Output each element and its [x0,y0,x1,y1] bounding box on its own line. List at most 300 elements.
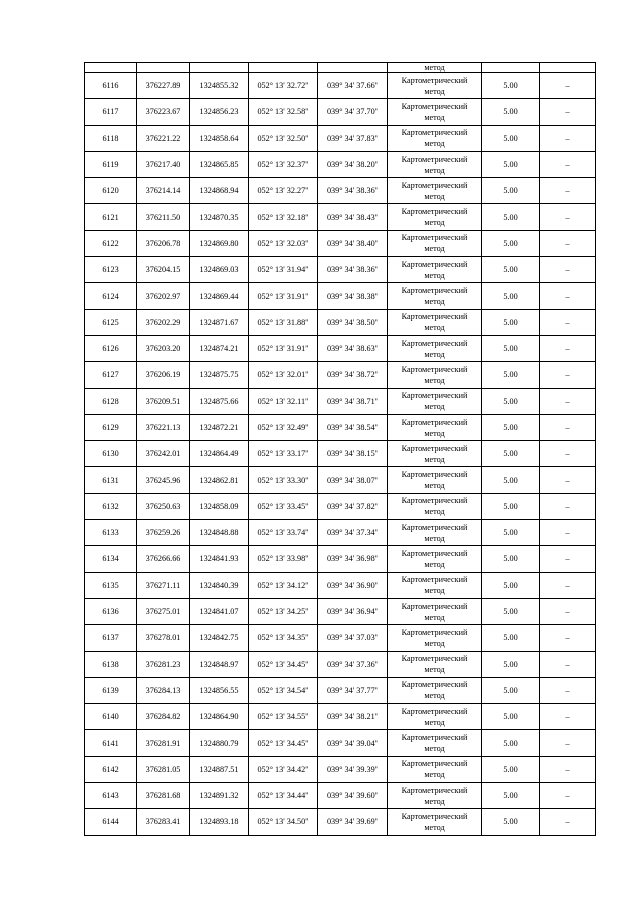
method [388,783,482,809]
table-row [85,230,596,256]
longitude: 039° 34' 37.36" [318,651,388,677]
latitude: 052° 13' 33.30" [249,467,318,493]
method-line-2: метод [424,796,445,806]
longitude: 039° 34' 38.50" [318,309,388,335]
latitude: 052° 13' 34.45" [249,651,318,677]
note: – [540,257,596,283]
latitude: 052° 13' 32.49" [249,414,318,440]
method-line-2: метод [424,507,445,517]
method-line-1: Картометрический [401,180,468,190]
latitude: 052° 13' 32.11" [249,388,318,414]
longitude: 039° 34' 37.70" [318,99,388,125]
method-line-2: метод [424,139,445,149]
longitude: 039° 34' 37.83" [318,125,388,151]
method-line-2: метод [424,244,445,254]
latitude: 052° 13' 34.35" [249,625,318,651]
longitude: 039° 34' 38.36" [318,178,388,204]
x-coordinate: 376206.19 [137,362,190,388]
y-coordinate: 1324875.75 [190,362,249,388]
latitude: 052° 13' 32.27" [249,178,318,204]
note: – [540,73,596,99]
longitude: 039° 34' 38.36" [318,257,388,283]
note: – [540,125,596,151]
longitude: 039° 34' 36.94" [318,598,388,624]
method-line-1: Картометрический [401,391,468,401]
y-coordinate: 1324864.90 [190,704,249,730]
method-line-1: Картометрический [401,101,468,111]
method [388,204,482,230]
method [388,309,482,335]
method-line-1: Картометрический [401,496,468,506]
method [388,230,482,256]
note: – [540,677,596,703]
y-coordinate: 1324865.85 [190,151,249,177]
point-number: 6126 [85,335,137,361]
y-coordinate: 1324868.94 [190,178,249,204]
note: – [540,520,596,546]
method-line-1: Картометрический [401,312,468,322]
accuracy: 5.00 [482,178,540,204]
longitude: 039° 34' 37.34" [318,520,388,546]
accuracy: 5.00 [482,335,540,361]
cell-y [190,63,249,73]
cell-latitude [249,63,318,73]
accuracy: 5.00 [482,730,540,756]
table-row [85,730,596,756]
y-coordinate: 1324842.75 [190,625,249,651]
longitude: 039° 34' 38.71" [318,388,388,414]
accuracy: 5.00 [482,257,540,283]
method-line-2: метод [424,191,445,201]
accuracy: 5.00 [482,99,540,125]
method-line-1: Картометрический [401,338,468,348]
y-coordinate: 1324869.03 [190,257,249,283]
method-line-1: Картометрический [401,785,468,795]
longitude: 039° 34' 38.38" [318,283,388,309]
y-coordinate: 1324872.21 [190,414,249,440]
method [388,756,482,782]
accuracy: 5.00 [482,204,540,230]
x-coordinate: 376206.78 [137,230,190,256]
x-coordinate: 376203.20 [137,335,190,361]
y-coordinate: 1324871.67 [190,309,249,335]
y-coordinate: 1324841.93 [190,546,249,572]
method [388,546,482,572]
method-line-1: Картометрический [401,627,468,637]
note: – [540,335,596,361]
latitude: 052° 13' 32.37" [249,151,318,177]
note: – [540,309,596,335]
note: – [540,651,596,677]
note: – [540,756,596,782]
method-line-1: Картометрический [401,706,468,716]
table-row [85,99,596,125]
point-number: 6120 [85,178,137,204]
latitude: 052° 13' 31.91" [249,283,318,309]
point-number: 6131 [85,467,137,493]
accuracy: 5.00 [482,677,540,703]
x-coordinate: 376223.67 [137,99,190,125]
method [388,467,482,493]
table-row [85,783,596,809]
method [388,257,482,283]
table-row [85,283,596,309]
method-line-2: метод [424,218,445,228]
longitude: 039° 34' 39.69" [318,809,388,835]
note: – [540,625,596,651]
point-number: 6139 [85,677,137,703]
table-row [85,809,596,835]
accuracy: 5.00 [482,598,540,624]
continuation-row [85,63,596,73]
longitude: 039° 34' 38.15" [318,441,388,467]
accuracy: 5.00 [482,783,540,809]
latitude: 052° 13' 34.12" [249,572,318,598]
latitude: 052° 13' 31.88" [249,309,318,335]
longitude: 039° 34' 37.66" [318,73,388,99]
point-number: 6141 [85,730,137,756]
method-line-2: метод [424,86,445,96]
x-coordinate: 376245.96 [137,467,190,493]
accuracy: 5.00 [482,625,540,651]
method [388,151,482,177]
accuracy: 5.00 [482,651,540,677]
longitude: 039° 34' 38.21" [318,704,388,730]
y-coordinate: 1324870.35 [190,204,249,230]
latitude: 052° 13' 32.18" [249,204,318,230]
note: – [540,493,596,519]
table-row [85,493,596,519]
accuracy: 5.00 [482,704,540,730]
method [388,178,482,204]
table-row [85,362,596,388]
longitude: 039° 34' 37.03" [318,625,388,651]
table-row [85,520,596,546]
accuracy: 5.00 [482,309,540,335]
y-coordinate: 1324858.64 [190,125,249,151]
x-coordinate: 376271.11 [137,572,190,598]
cell-note [540,63,596,73]
latitude: 052° 13' 34.42" [249,756,318,782]
table-row [85,414,596,440]
method-line-1: Картометрический [401,548,468,558]
longitude: 039° 34' 39.04" [318,730,388,756]
longitude: 039° 34' 36.98" [318,546,388,572]
method-line-2: метод [424,638,445,648]
longitude: 039° 34' 39.60" [318,783,388,809]
y-coordinate: 1324841.07 [190,598,249,624]
y-coordinate: 1324856.55 [190,677,249,703]
x-coordinate: 376281.68 [137,783,190,809]
method [388,625,482,651]
latitude: 052° 13' 34.25" [249,598,318,624]
note: – [540,362,596,388]
method [388,73,482,99]
method-line-1: Картометрический [401,601,468,611]
point-number: 6138 [85,651,137,677]
y-coordinate: 1324848.97 [190,651,249,677]
method-line-2: метод [424,454,445,464]
table-row [85,151,596,177]
method-line-2: метод [424,586,445,596]
point-number: 6133 [85,520,137,546]
accuracy: 5.00 [482,756,540,782]
longitude: 039° 34' 38.43" [318,204,388,230]
method-line-1: Картометрический [401,680,468,690]
longitude: 039° 34' 38.54" [318,414,388,440]
method [388,677,482,703]
longitude: 039° 34' 39.39" [318,756,388,782]
point-number: 6119 [85,151,137,177]
method [388,598,482,624]
method [388,99,482,125]
method-line-1: Картометрический [401,207,468,217]
y-coordinate: 1324848.88 [190,520,249,546]
table-row [85,335,596,361]
method-line-1: Картометрический [401,233,468,243]
method-line-1: Картометрический [401,154,468,164]
method-line-1: Картометрический [401,811,468,821]
method-line-2: метод [424,349,445,359]
table-body [85,63,596,836]
table-row [85,204,596,230]
note: – [540,809,596,835]
accuracy: 5.00 [482,283,540,309]
table-row [85,388,596,414]
method-line-2: метод [424,428,445,438]
latitude: 052° 13' 32.03" [249,230,318,256]
x-coordinate: 376259.26 [137,520,190,546]
longitude: 039° 34' 38.07" [318,467,388,493]
method [388,520,482,546]
cell-x [137,63,190,73]
method [388,572,482,598]
method-line-2: метод [424,112,445,122]
accuracy: 5.00 [482,809,540,835]
note: – [540,546,596,572]
accuracy: 5.00 [482,493,540,519]
note: – [540,204,596,230]
method-line-2: метод [424,270,445,280]
note: – [540,730,596,756]
accuracy: 5.00 [482,441,540,467]
accuracy: 5.00 [482,546,540,572]
accuracy: 5.00 [482,572,540,598]
accuracy: 5.00 [482,125,540,151]
note: – [540,283,596,309]
latitude: 052° 13' 31.94" [249,257,318,283]
point-number: 6116 [85,73,137,99]
method-line-1: Картометрический [401,417,468,427]
point-number: 6118 [85,125,137,151]
y-coordinate: 1324864.49 [190,441,249,467]
y-coordinate: 1324869.80 [190,230,249,256]
method-line-1: Картометрический [401,733,468,743]
method [388,362,482,388]
accuracy: 5.00 [482,230,540,256]
method-line-1: Картометрический [401,654,468,664]
x-coordinate: 376250.63 [137,493,190,519]
table-row [85,125,596,151]
table-row [85,73,596,99]
longitude: 039° 34' 38.72" [318,362,388,388]
y-coordinate: 1324858.09 [190,493,249,519]
point-number: 6134 [85,546,137,572]
note: – [540,414,596,440]
method-line-2: метод [424,165,445,175]
method [388,704,482,730]
point-number: 6121 [85,204,137,230]
table-row [85,598,596,624]
point-number: 6142 [85,756,137,782]
table-row [85,625,596,651]
x-coordinate: 376202.29 [137,309,190,335]
point-number: 6125 [85,309,137,335]
method-line-1: Картометрический [401,364,468,374]
method-line-1: Картометрический [401,75,468,85]
method-line-1: Картометрический [401,286,468,296]
x-coordinate: 376284.82 [137,704,190,730]
x-coordinate: 376283.41 [137,809,190,835]
x-coordinate: 376221.13 [137,414,190,440]
x-coordinate: 376275.01 [137,598,190,624]
longitude: 039° 34' 38.40" [318,230,388,256]
latitude: 052° 13' 32.58" [249,99,318,125]
latitude: 052° 13' 34.45" [249,730,318,756]
x-coordinate: 376281.05 [137,756,190,782]
x-coordinate: 376217.40 [137,151,190,177]
x-coordinate: 376266.66 [137,546,190,572]
note: – [540,598,596,624]
table-row [85,309,596,335]
longitude: 039° 34' 37.82" [318,493,388,519]
point-number: 6129 [85,414,137,440]
latitude: 052° 13' 33.17" [249,441,318,467]
note: – [540,388,596,414]
method-line-2: метод [424,481,445,491]
point-number: 6127 [85,362,137,388]
table-row [85,441,596,467]
point-number: 6137 [85,625,137,651]
longitude: 039° 34' 38.63" [318,335,388,361]
accuracy: 5.00 [482,151,540,177]
latitude: 052° 13' 31.91" [249,335,318,361]
latitude: 052° 13' 33.74" [249,520,318,546]
latitude: 052° 13' 32.01" [249,362,318,388]
method [388,651,482,677]
latitude: 052° 13' 33.45" [249,493,318,519]
method-line-2: метод [424,665,445,675]
table-row [85,651,596,677]
point-number: 6135 [85,572,137,598]
table-row [85,467,596,493]
x-coordinate: 376242.01 [137,441,190,467]
y-coordinate: 1324862.81 [190,467,249,493]
point-number: 6144 [85,809,137,835]
point-number: 6122 [85,230,137,256]
method-line-2: метод [424,559,445,569]
note: – [540,441,596,467]
latitude: 052° 13' 34.54" [249,677,318,703]
method [388,730,482,756]
x-coordinate: 376202.97 [137,283,190,309]
table-row [85,257,596,283]
y-coordinate: 1324875.66 [190,388,249,414]
method-line-2: метод [424,297,445,307]
method-line-2: метод [424,402,445,412]
table-row [85,572,596,598]
method-line-1: Картометрический [401,259,468,269]
method-line-2: метод [424,533,445,543]
cell-method: метод [388,63,482,73]
x-coordinate: 376214.14 [137,178,190,204]
x-coordinate: 376211.50 [137,204,190,230]
longitude: 039° 34' 38.20" [318,151,388,177]
method-line-2: метод [424,375,445,385]
accuracy: 5.00 [482,467,540,493]
note: – [540,783,596,809]
note: – [540,99,596,125]
note: – [540,178,596,204]
note: – [540,572,596,598]
method [388,283,482,309]
x-coordinate: 376209.51 [137,388,190,414]
method [388,809,482,835]
method-line-1: Картометрический [401,522,468,532]
accuracy: 5.00 [482,388,540,414]
method [388,388,482,414]
point-number: 6130 [85,441,137,467]
method-line-2: метод [424,744,445,754]
table-row [85,546,596,572]
method-line-1: Картометрический [401,759,468,769]
y-coordinate: 1324856.23 [190,99,249,125]
method-line-2: метод [424,323,445,333]
latitude: 052° 13' 32.50" [249,125,318,151]
method-line-2: метод [424,822,445,832]
point-number: 6124 [85,283,137,309]
method [388,414,482,440]
latitude: 052° 13' 33.98" [249,546,318,572]
accuracy: 5.00 [482,414,540,440]
x-coordinate: 376227.89 [137,73,190,99]
table-row [85,178,596,204]
point-number: 6117 [85,99,137,125]
latitude: 052° 13' 32.72" [249,73,318,99]
latitude: 052° 13' 34.50" [249,809,318,835]
accuracy: 5.00 [482,520,540,546]
point-number: 6140 [85,704,137,730]
x-coordinate: 376204.15 [137,257,190,283]
table-row [85,704,596,730]
longitude: 039° 34' 36.90" [318,572,388,598]
x-coordinate: 376278.01 [137,625,190,651]
coordinates-table [84,62,596,836]
note: – [540,151,596,177]
point-number: 6128 [85,388,137,414]
note: – [540,467,596,493]
note: – [540,230,596,256]
method-line-2: метод [424,770,445,780]
point-number: 6136 [85,598,137,624]
point-number: 6132 [85,493,137,519]
accuracy: 5.00 [482,362,540,388]
method [388,493,482,519]
method-line-2: метод [424,717,445,727]
y-coordinate: 1324880.79 [190,730,249,756]
latitude: 052° 13' 34.55" [249,704,318,730]
x-coordinate: 376281.23 [137,651,190,677]
